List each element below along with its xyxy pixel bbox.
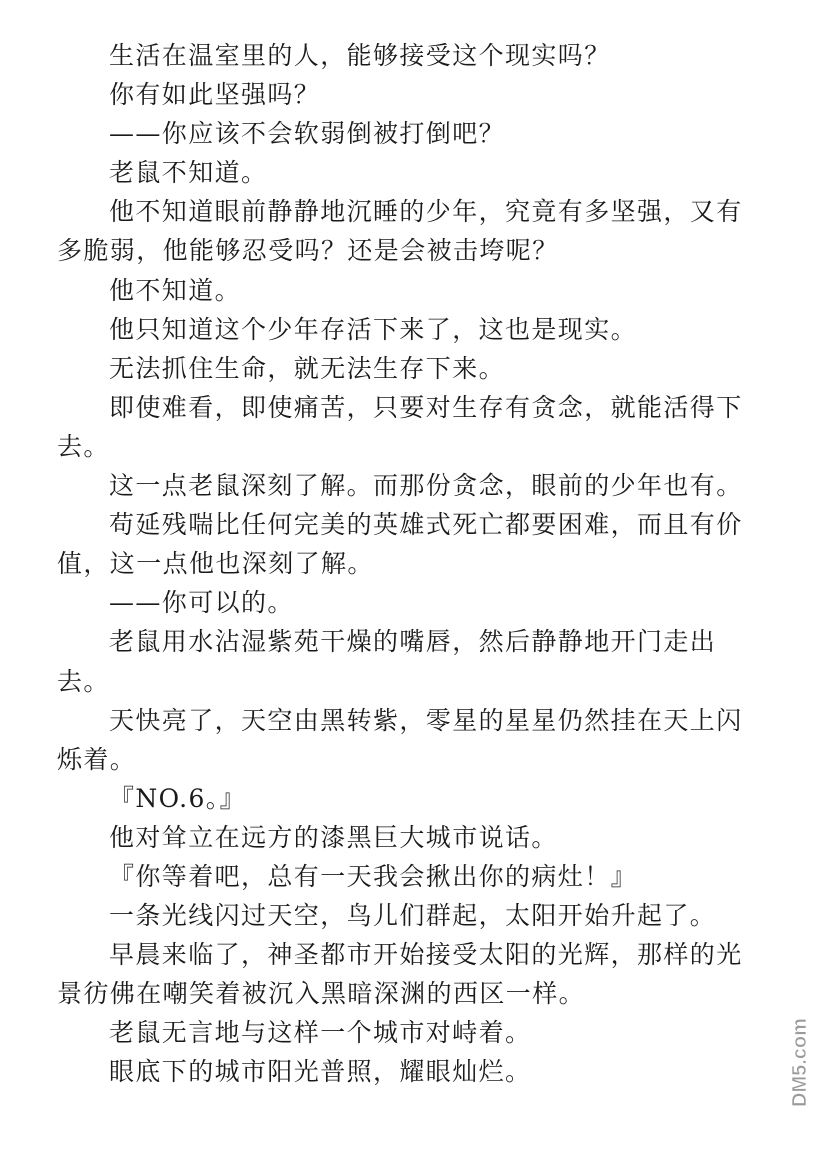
paragraph: 他只知道这个少年存活下来了，这也是现实。 <box>109 314 638 344</box>
paragraph: ——你应该不会软弱倒被打倒吧？ <box>109 119 506 149</box>
paragraph: 天快亮了，天空由黑转紫，零星的星星仍然挂在天上闪烁着。 <box>57 705 743 774</box>
paragraph: 你有如此坚强吗？ <box>109 80 321 110</box>
paragraph: 眼底下的城市阳光普照，耀眼灿烂。 <box>109 1057 532 1087</box>
paragraph: 无法抓住生命，就无法生存下来。 <box>109 353 506 383</box>
paragraph: 他不知道眼前静静地沉睡的少年，究竟有多坚强，又有多脆弱，他能够忍受吗？还是会被击垮呢？ <box>57 197 743 266</box>
paragraph: ——你可以的。 <box>109 588 294 618</box>
svg-text:DM5.com: DM5.com <box>789 1018 811 1107</box>
paragraph: 老鼠无言地与这样一个城市对峙着。 <box>109 1018 532 1048</box>
paragraph: 苟延残喘比任何完美的英雄式死亡都要困难，而且有价值，这一点他也深刻了解。 <box>57 510 743 579</box>
watermark-logo-icon <box>784 989 814 1109</box>
paragraph: 生活在温室里的人，能够接受这个现实吗？ <box>109 41 611 70</box>
paragraph: 『NO.6。』 <box>109 783 247 813</box>
paragraph: 他对耸立在远方的漆黑巨大城市说话。 <box>109 822 558 852</box>
paragraph: 一条光线闪过天空，鸟儿们群起，太阳开始升起了。 <box>109 901 717 931</box>
page-text <box>57 36 757 1092</box>
paragraph: 老鼠用水沾湿紫苑干燥的嘴唇，然后静静地开门走出去。 <box>57 627 717 696</box>
paragraph: 早晨来临了，神圣都市开始接受太阳的光辉，那样的光景彷佛在嘲笑着被沉入黑暗深渊的西区一样。 <box>57 940 743 1009</box>
paragraph: 即使难看，即使痛苦，只要对生存有贪念，就能活得下去。 <box>57 392 743 461</box>
watermark-logo <box>784 989 814 1109</box>
paragraph: 他不知道。 <box>109 275 242 305</box>
paragraph: 这一点老鼠深刻了解。而那份贪念，眼前的少年也有。 <box>109 471 743 501</box>
paragraph: 老鼠不知道。 <box>109 158 268 188</box>
paragraph: 『你等着吧，总有一天我会揪出你的病灶！』 <box>109 861 638 891</box>
